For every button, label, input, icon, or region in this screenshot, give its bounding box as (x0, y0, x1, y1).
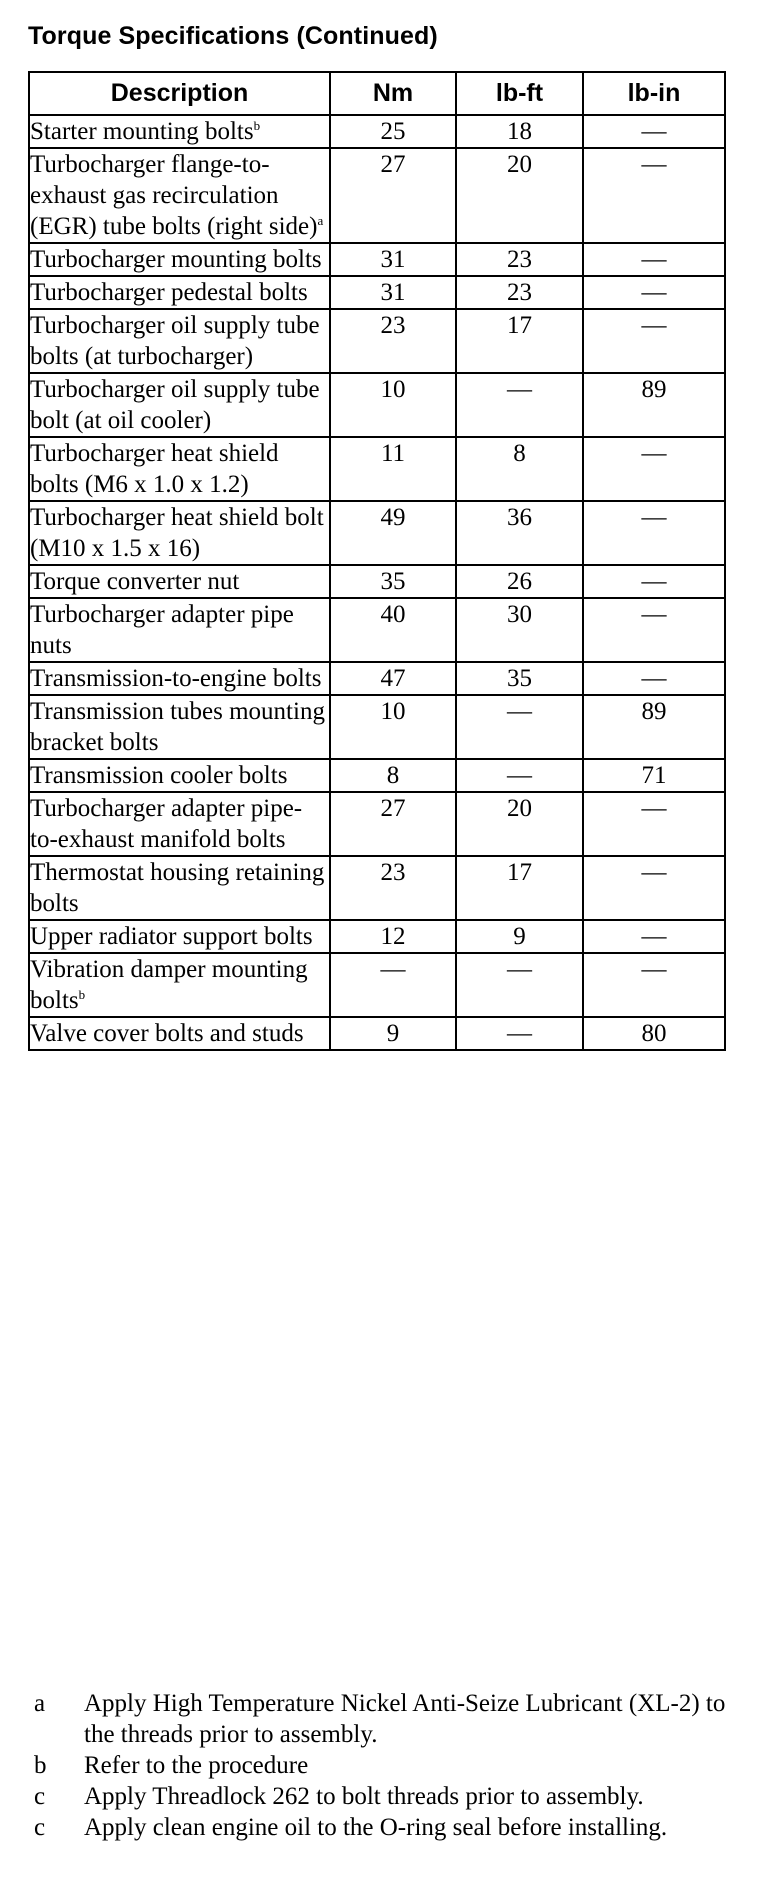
footnote (32, 1781, 732, 1812)
cell-lb-ft: 18 (456, 115, 583, 148)
description-text: Torque converter nut (30, 568, 240, 595)
cell-nm: 31 (330, 276, 456, 309)
cell-lb-in: — (583, 276, 725, 309)
cell-nm: 23 (330, 309, 456, 373)
cell-lb-in: — (583, 565, 725, 598)
description-text: Turbocharger pedestal bolts (30, 279, 308, 306)
description-text: Turbocharger oil supply tube bolts (at turbocharger) (30, 312, 320, 370)
table-row (29, 243, 725, 276)
cell-description (29, 1017, 330, 1050)
cell-description (29, 920, 330, 953)
table-row (29, 792, 725, 856)
footnote-text: Refer to the procedure (84, 1752, 309, 1779)
cell-lb-in: 80 (583, 1017, 725, 1050)
cell-lb-in: — (583, 501, 725, 565)
cell-lb-ft: 17 (456, 309, 583, 373)
cell-nm: 40 (330, 598, 456, 662)
table-row (29, 437, 725, 501)
table-body (29, 115, 725, 1050)
header-description: Description (29, 72, 330, 115)
cell-lb-ft: 9 (456, 920, 583, 953)
cell-description (29, 437, 330, 501)
cell-lb-in: 89 (583, 695, 725, 759)
cell-nm: 11 (330, 437, 456, 501)
cell-lb-in: 71 (583, 759, 725, 792)
description-text: Upper radiator support bolts (30, 923, 313, 950)
description-text: Vibration damper mounting bolts (30, 956, 308, 1014)
cell-lb-in: — (583, 662, 725, 695)
header-nm: Nm (330, 72, 456, 115)
description-text: Turbocharger flange-to-exhaust gas recirculation (EGR) tube bolts (right side) (30, 151, 318, 240)
cell-lb-in: — (583, 309, 725, 373)
cell-lb-in: — (583, 856, 725, 920)
table-row (29, 759, 725, 792)
cell-lb-in: — (583, 243, 725, 276)
footnote-text: Apply High Temperature Nickel Anti-Seize Lubricant (XL-2) to the threads prior to assembly. (84, 1690, 726, 1748)
description-text: Turbocharger heat shield bolts (M6 x 1.0 x 1.2) (30, 440, 279, 498)
header-lb-ft: lb-ft (456, 72, 583, 115)
footnote-letter: a (34, 1690, 46, 1717)
cell-nm: 10 (330, 373, 456, 437)
cell-lb-in: — (583, 148, 725, 243)
cell-lb-ft: — (456, 373, 583, 437)
table-row (29, 373, 725, 437)
footnote-letter: c (34, 1783, 46, 1810)
cell-description (29, 565, 330, 598)
description-text: Turbocharger adapter pipe-to-exhaust manifold bolts (30, 795, 303, 853)
cell-lb-ft: 20 (456, 792, 583, 856)
footnote-ref: a (317, 213, 324, 228)
table-row (29, 148, 725, 243)
table-row (29, 695, 725, 759)
cell-lb-ft: 20 (456, 148, 583, 243)
table-row (29, 953, 725, 1017)
cell-description (29, 148, 330, 243)
cell-lb-ft: — (456, 759, 583, 792)
table-row (29, 1017, 725, 1050)
footnote-letter: b (34, 1752, 47, 1779)
table-row (29, 276, 725, 309)
cell-lb-in: — (583, 437, 725, 501)
cell-description (29, 662, 330, 695)
page-title: Torque Specifications (Continued) (28, 22, 438, 50)
footnote-text: Apply Threadlock 262 to bolt threads prior to assembly. (84, 1783, 644, 1810)
cell-description (29, 276, 330, 309)
cell-description (29, 243, 330, 276)
cell-lb-in: — (583, 792, 725, 856)
description-text: Turbocharger adapter pipe nuts (30, 601, 294, 659)
description-text: Starter mounting bolts (30, 118, 254, 145)
cell-nm: — (330, 953, 456, 1017)
cell-description (29, 759, 330, 792)
cell-description (29, 953, 330, 1017)
description-text: Transmission cooler bolts (30, 762, 288, 789)
table-header-row (29, 72, 725, 115)
cell-description (29, 501, 330, 565)
cell-lb-in: — (583, 953, 725, 1017)
cell-nm: 35 (330, 565, 456, 598)
table-row (29, 920, 725, 953)
cell-nm: 8 (330, 759, 456, 792)
cell-description (29, 309, 330, 373)
cell-lb-ft: — (456, 953, 583, 1017)
cell-description (29, 115, 330, 148)
cell-description (29, 598, 330, 662)
table-row (29, 662, 725, 695)
table-row (29, 115, 725, 148)
description-text: Transmission tubes mounting bracket bolts (30, 698, 325, 756)
table-row (29, 501, 725, 565)
footnote-ref: b (253, 118, 261, 133)
cell-nm: 12 (330, 920, 456, 953)
cell-lb-ft: 36 (456, 501, 583, 565)
header-lb-in: lb-in (583, 72, 725, 115)
description-text: Turbocharger heat shield bolt (M10 x 1.5 x 16) (30, 504, 324, 562)
cell-nm: 47 (330, 662, 456, 695)
table-row (29, 309, 725, 373)
cell-nm: 10 (330, 695, 456, 759)
description-text: Transmission-to-engine bolts (30, 665, 322, 692)
description-text: Valve cover bolts and studs (30, 1020, 304, 1047)
cell-nm: 25 (330, 115, 456, 148)
cell-lb-ft: 23 (456, 243, 583, 276)
cell-lb-in: — (583, 598, 725, 662)
table-row (29, 598, 725, 662)
cell-lb-in: — (583, 920, 725, 953)
table-row (29, 856, 725, 920)
footnote (32, 1688, 732, 1750)
cell-nm: 23 (330, 856, 456, 920)
footnote-ref: b (78, 987, 86, 1002)
cell-nm: 31 (330, 243, 456, 276)
cell-lb-ft: 26 (456, 565, 583, 598)
description-text: Thermostat housing retaining bolts (30, 859, 325, 917)
footnote (32, 1812, 732, 1843)
cell-description (29, 792, 330, 856)
footnote (32, 1750, 732, 1781)
table-row (29, 565, 725, 598)
cell-lb-in: — (583, 115, 725, 148)
cell-lb-in: 89 (583, 373, 725, 437)
description-text: Turbocharger oil supply tube bolt (at oil cooler) (30, 376, 320, 434)
description-text: Turbocharger mounting bolts (30, 246, 322, 273)
cell-nm: 9 (330, 1017, 456, 1050)
cell-lb-ft: 30 (456, 598, 583, 662)
footnotes (32, 1688, 732, 1843)
footnote-letter: c (34, 1814, 46, 1841)
cell-lb-ft: 8 (456, 437, 583, 501)
cell-lb-ft: — (456, 1017, 583, 1050)
cell-nm: 27 (330, 148, 456, 243)
cell-description (29, 856, 330, 920)
cell-lb-ft: 35 (456, 662, 583, 695)
cell-lb-ft: 23 (456, 276, 583, 309)
cell-description (29, 373, 330, 437)
cell-lb-ft: 17 (456, 856, 583, 920)
cell-description (29, 695, 330, 759)
torque-spec-table (28, 71, 726, 1051)
cell-nm: 49 (330, 501, 456, 565)
cell-nm: 27 (330, 792, 456, 856)
cell-lb-ft: — (456, 695, 583, 759)
footnote-text: Apply clean engine oil to the O-ring seal before installing. (84, 1814, 668, 1841)
